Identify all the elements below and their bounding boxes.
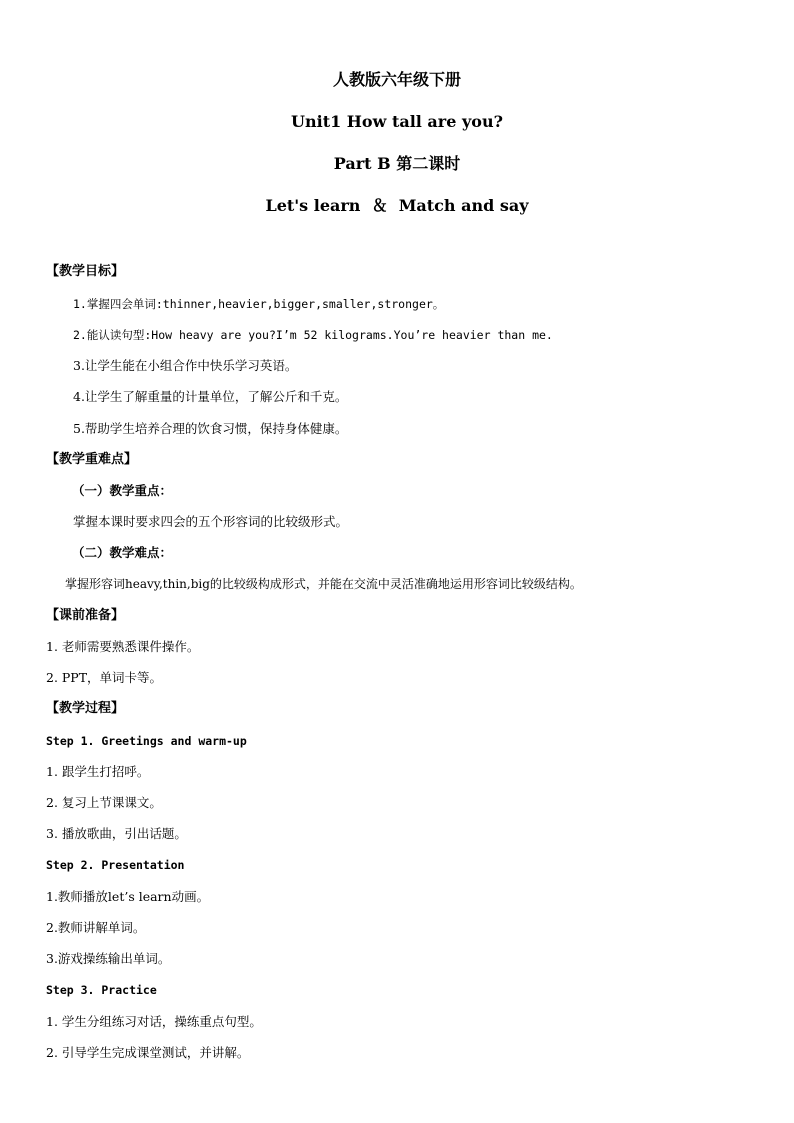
step1-item: 1. 跟学生打招呼。 <box>46 764 150 779</box>
objective-item: 5.帮助学生培养合理的饮食习惯，保持身体健康。 <box>73 421 348 436</box>
process-heading: 【教学过程】 <box>46 701 125 716</box>
doc-title-unit: Unit1 How tall are you? <box>291 112 503 131</box>
keypoints-difficulty-text: 掌握形容词heavy,thin,big的比较级构成形式，并能在交流中灵活准确地运用形容词比较级结构。 <box>65 577 582 591</box>
keypoints-focus-text: 掌握本课时要求四会的五个形容词的比较级形式。 <box>73 514 349 529</box>
objectives-heading: 【教学目标】 <box>46 264 125 279</box>
step2-item: 3.游戏操练输出单词。 <box>46 951 171 966</box>
keypoints-sub-focus: （一）教学重点： <box>72 483 173 498</box>
keypoints-heading: 【教学重难点】 <box>46 452 138 467</box>
step1-item: 3. 播放歌曲，引出话题。 <box>46 826 187 841</box>
step2-item: 1.教师播放let’s learn动画。 <box>46 889 210 904</box>
preparation-heading: 【课前准备】 <box>46 608 125 623</box>
doc-title-lesson: Let's learn ＆ Match and say <box>265 196 529 215</box>
keypoints-sub-difficulty: （二）教学难点： <box>72 545 173 560</box>
objective-item: 3.让学生能在小组合作中快乐学习英语。 <box>73 358 298 373</box>
objective-item: 4.让学生了解重量的计量单位，了解公斤和千克。 <box>73 389 348 404</box>
step2-title: Step 2. Presentation <box>46 858 185 872</box>
step1-item: 2. 复习上节课课文。 <box>46 795 162 810</box>
objective-item: 2.能认读句型:How heavy are you?I’m 52 kilograms.You’re heavier than me. <box>73 328 553 342</box>
step1-title: Step 1. Greetings and warm-up <box>46 734 247 748</box>
objective-item: 1.掌握四会单词:thinner,heavier,bigger,smaller,stronger。 <box>73 297 445 311</box>
step3-title: Step 3. Practice <box>46 983 157 997</box>
preparation-item: 1. 老师需要熟悉课件操作。 <box>46 639 200 654</box>
doc-title-part: Part B 第二课时 <box>333 154 461 173</box>
step3-item: 2. 引导学生完成课堂测试，并讲解。 <box>46 1045 250 1060</box>
step3-item: 1. 学生分组练习对话，操练重点句型。 <box>46 1014 262 1029</box>
preparation-item: 2. PPT，单词卡等。 <box>46 670 163 685</box>
doc-title-grade: 人教版六年级下册 <box>332 70 461 89</box>
step2-item: 2.教师讲解单词。 <box>46 920 146 935</box>
